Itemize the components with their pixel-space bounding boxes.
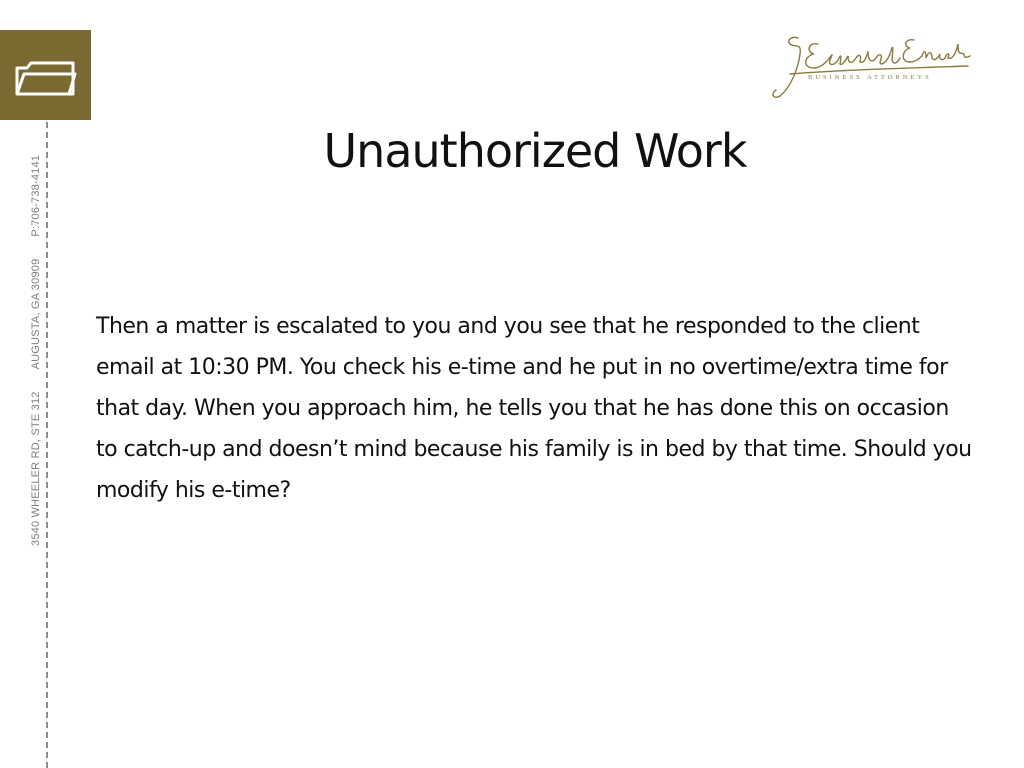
signature-logo-icon bbox=[768, 30, 972, 104]
city-line: AUGUSTA, GA 30909 bbox=[30, 258, 42, 370]
dashed-divider bbox=[46, 122, 48, 768]
phone-line: P:706-738-4141 bbox=[30, 154, 42, 237]
logo-tagline: BUSINESS ATTORNEYS bbox=[808, 74, 932, 81]
firm-logo bbox=[768, 30, 972, 104]
address-strip bbox=[30, 155, 42, 546]
address-line: 3540 WHEELER RD, STE 312 bbox=[30, 391, 42, 546]
slide-body: Then a matter is escalated to you and you see that he responded to the client email at 10:30 PM. You check his e-time and he put in no overtime/extra time for that day. When you approach him, he tells you that he has done this on occasion to catch-up and doesn’t mind because his family is in bed by that time. Should you modify his e-time? bbox=[96, 314, 972, 503]
slide-title: Unauthorized Work bbox=[323, 124, 747, 178]
brand-box bbox=[0, 30, 91, 120]
